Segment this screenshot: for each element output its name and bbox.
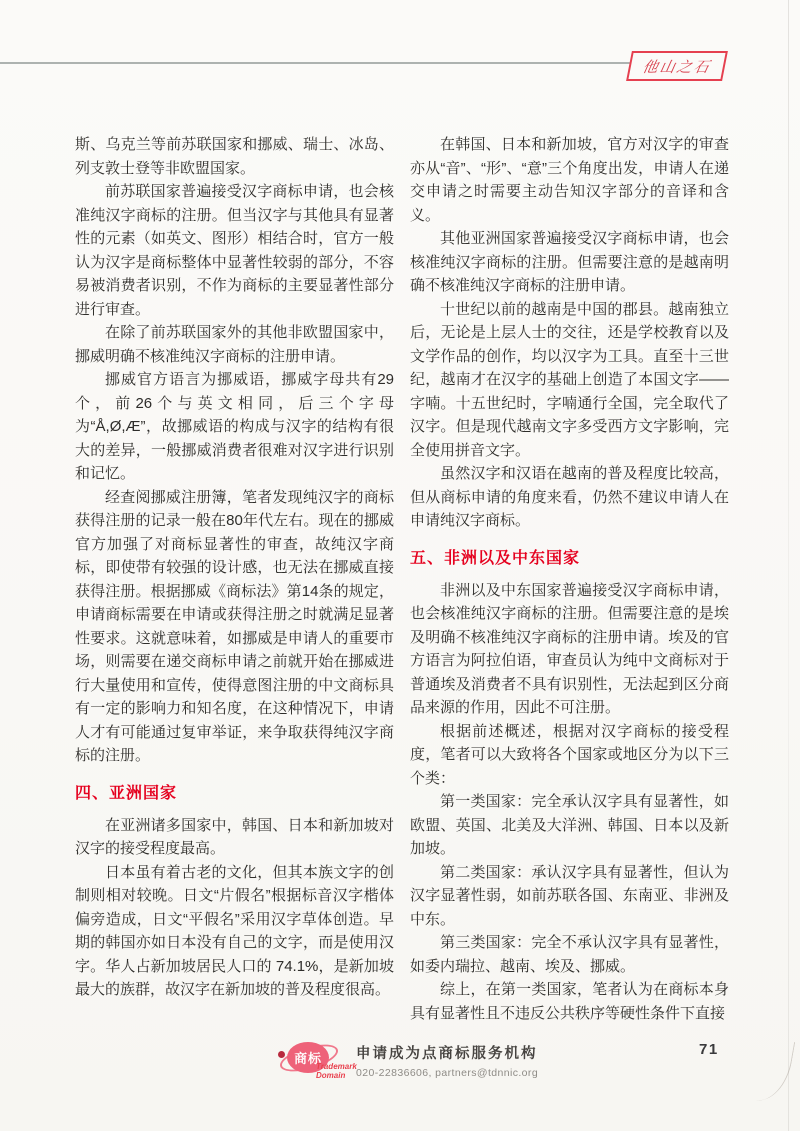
section-heading-africa-mideast: 五、非洲以及中东国家 <box>410 549 581 567</box>
paragraph: 十世纪以前的越南是中国的郡县。越南独立后，无论是上层人士的交往，还是学校教育以及文学作品的创作，均以汉字为工具。直至十三世纪，越南才在汉字的基础上创造了本国文字——字喃。十五世纪时，字喃通行全国，完全取代了汉字。但是现代越南文字多受西方文字影响，完全使用拼音文字。 <box>410 300 729 459</box>
logo-en-line1: Trademark <box>316 1062 357 1071</box>
footer <box>278 1040 538 1082</box>
paragraph: 其他亚洲国家普遍接受汉字商标申请，也会核准纯汉字商标的注册。但需要注意的是越南明确不核准纯汉字商标的注册申请。 <box>410 230 729 294</box>
scan-crease-vertical <box>788 0 789 1131</box>
footer-org-text: 申请成为点商标服务机构 <box>356 1046 538 1062</box>
header-rule <box>0 62 633 64</box>
logo-en-label <box>316 1063 357 1080</box>
paragraph: 在除了前苏联国家外的其他非欧盟国家中，挪威明确不核准纯汉字商标的注册申请。 <box>75 324 394 365</box>
logo-en-line2: Domain <box>316 1070 346 1080</box>
section-badge <box>626 51 728 81</box>
page-number: 71 <box>699 1041 719 1058</box>
paragraph: 斯、乌克兰等前苏联国家和挪威、瑞士、冰岛、列支敦士登等非欧盟国家。 <box>75 136 394 177</box>
paragraph: 挪威官方语言为挪威语，挪威字母共有29个，前26个与英文相同，后三个字母为“Å,Ø,Æ”，故挪威语的构成与汉字的结构有很大的差异，一般挪威消费者很难对汉字进行识别和记忆。 <box>75 371 394 482</box>
paragraph: 非洲以及中东国家普遍接受汉字商标申请，也会核准纯汉字商标的注册。但需要注意的是埃及明确不核准纯汉字商标的注册申请。埃及的官方语言为阿拉伯语，审查员认为纯中文商标对于普通埃及消费者不具有识别性，无法起到区分商品来源的作用，因此不可注册。 <box>410 581 729 716</box>
right-column <box>410 133 729 1025</box>
paragraph: 前苏联国家普遍接受汉字商标申请，也会核准纯汉字商标的注册。但当汉字与其他具有显著性的元素（如英文、图形）相结合时，官方一般认为汉字是商标整体中显著性较弱的部分，不容易被消费者识别，不作为商标的主要显著性部分进行审查。 <box>75 183 394 318</box>
paragraph: 综上，在第一类国家，笔者认为在商标本身具有显著性且不违反公共秩序等硬性条件下直接 <box>410 981 729 1022</box>
paragraph: 虽然汉字和汉语在越南的普及程度比较高，但从商标申请的角度来看，仍然不建议申请人在申请纯汉字商标。 <box>410 465 729 529</box>
left-column <box>75 133 394 1002</box>
paragraph: 第一类国家：完全承认汉字具有显著性，如欧盟、英国、北美及大洋洲、韩国、日本以及新加坡。 <box>410 793 729 857</box>
logo-cn-label: 商标 <box>293 1051 322 1066</box>
footer-text-block <box>356 1040 538 1079</box>
paragraph: 第二类国家：承认汉字具有显著性，但认为汉字显著性弱，如前苏联各国、东南亚、非洲及中东。 <box>410 863 729 928</box>
paragraph: 在亚洲诸多国家中，韩国、日本和新加坡对汉字的接受程度最高。 <box>75 816 394 857</box>
paragraph: 第三类国家：完全不承认汉字具有显著性，如委内瑞拉、越南、埃及、挪威。 <box>410 934 729 975</box>
paragraph: 日本虽有着古老的文化，但其本族文字的创制则相对较晚。日文“片假名”根据标音汉字楷体偏旁造成，日文“平假名”采用汉字草体创造。早期的韩国亦如日本没有自己的文字，而是使用汉字。华人占新加坡居民人口的 74.1%，是新加坡最大的族群，故汉字在新加坡的普及程度很高。 <box>75 863 394 998</box>
section-heading-asia: 四、亚洲国家 <box>75 784 178 802</box>
section-badge-label: 他山之石 <box>641 58 713 76</box>
footer-contact-text: 020-22836606, partners@tdnnic.org <box>356 1067 539 1079</box>
paragraph: 在韩国、日本和新加坡，官方对汉字的审查亦从“音”、“形”、“意”三个角度出发，申请人在递交申请之时需要主动告知汉字部分的音译和含义。 <box>410 136 729 224</box>
trademark-domain-logo-icon <box>278 1040 357 1082</box>
paragraph: 经查阅挪威注册簿，笔者发现纯汉字的商标获得注册的记录一般在80年代左右。现在的挪威官方加强了对商标显著性的审查，故纯汉字商标，即使带有较强的设计感，也无法在挪威直接获得注册。根据挪威《商标法》第14条的规定，申请商标需要在申请或获得注册之时就满足显著性要求。这就意味着，如挪威是申请人的重要市场，则需要在递交商标申请之前就开始在挪威进行大量使用和宣传，使得意图注册的中文商标具有一定的影响力和知名度，在这种情况下，申请人才有可能通过复审举证，来争取获得纯汉字商标的注册。 <box>75 488 394 764</box>
paragraph: 根据前述概述，根据对汉字商标的接受程度，笔者可以大致将各个国家或地区分为以下三个类： <box>410 722 729 787</box>
